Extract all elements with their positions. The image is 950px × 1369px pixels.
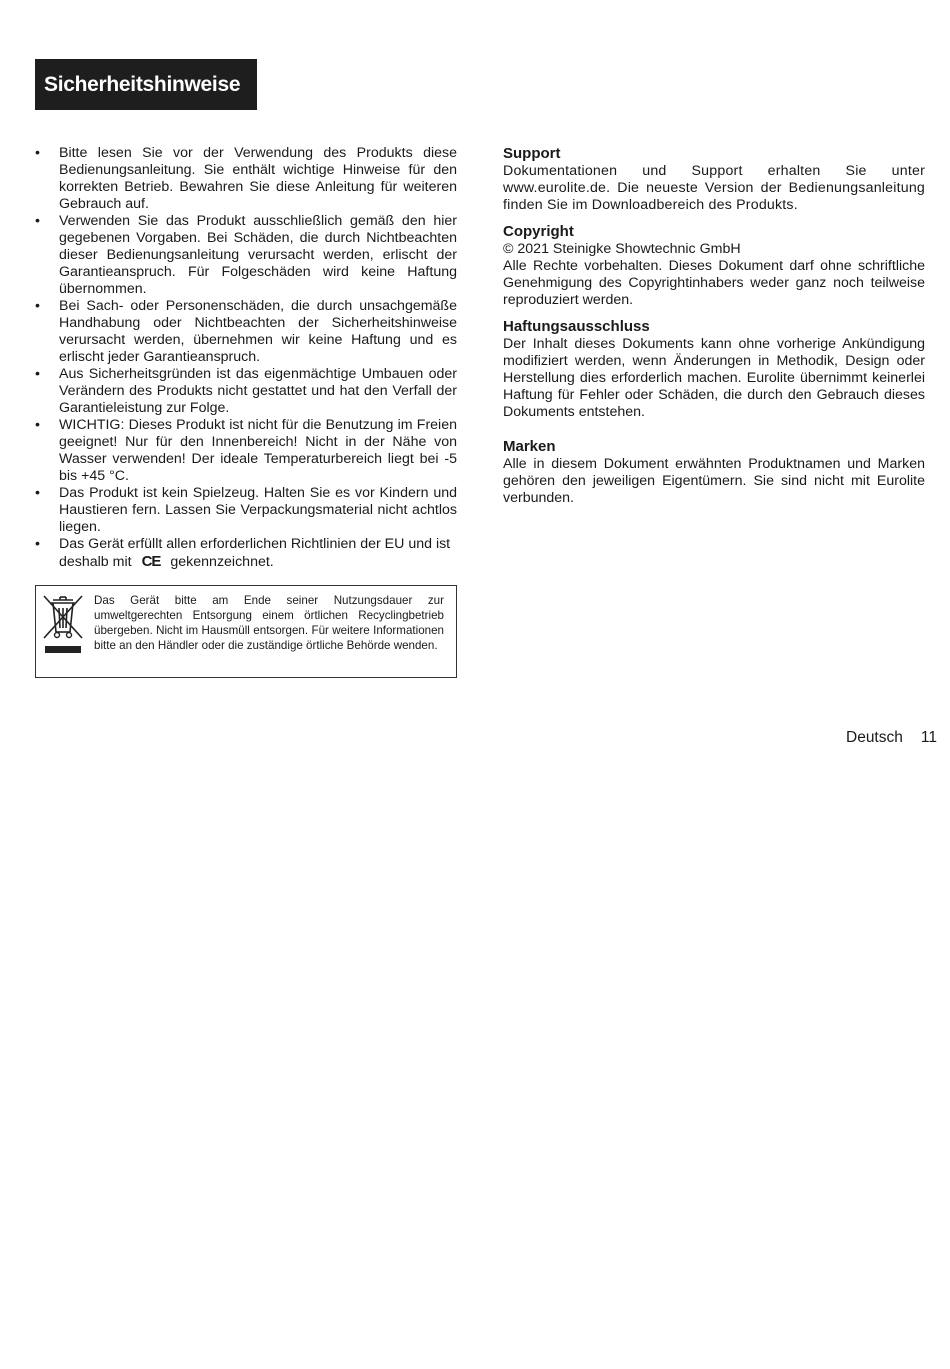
copyright-section [503,223,925,309]
list-item: • Aus Sicherheitsgründen ist das eigenmächtige Umbauen oder Verändern des Produkts nicht gestattet und hat den Verfall der Garantieleistung zur Folge. [35,366,457,416]
bullet-icon: • [35,485,40,501]
copyright-text: Alle Rechte vorbehalten. Dieses Dokument darf ohne schriftliche Genehmigung des Copyrightinhabers weder ganz noch teilweise reproduziert werden. [503,258,925,308]
footer-language: Deutsch [846,729,903,746]
bullet-icon: • [35,145,40,161]
trademarks-text: Alle in diesem Dokument erwähnten Produktnamen und Marken gehören den jeweiligen Eigentümern. Sie sind nicht mit Eurolite verbunden. [503,456,925,506]
disclaimer-section [503,318,925,421]
section-title: Sicherheitshinweise [35,59,257,110]
bullet-icon: • [35,366,40,382]
bullet-icon: • [35,417,40,433]
safety-list [35,145,457,571]
bullet-icon: • [35,298,40,314]
info-column [503,145,925,507]
weee-disposal-box [35,585,457,678]
copyright-line: © 2021 Steinigke Showtechnic GmbH [503,241,741,257]
list-item: • Bei Sach- oder Personenschäden, die durch unsachgemäße Handhabung oder Nichtbeachten der Sicherheitshinweise verursacht werden, übernehmen wir keine Haftung und es erlischt jeder Garantieanspruch. [35,298,457,365]
support-heading: Support [503,145,561,162]
weee-text: Das Gerät bitte am Ende seiner Nutzungsdauer zur umweltgerechten Entsorgung einem örtlichen Recyclingbetrieb übergeben. Nicht im Hausmüll entsorgen. Für weitere Informationen bitte an den Händler oder die zuständige örtliche Behörde wenden. [94,594,444,652]
list-item: • Bitte lesen Sie vor der Verwendung des Produkts diese Bedienungsanleitung. Sie enthält wichtige Hinweise für den korrekten Betrieb. Bewahren Sie diese Anleitung für weiteren Gebrauch auf. [35,145,457,212]
safety-notes [35,145,457,571]
list-item: • Das Produkt ist kein Spielzeug. Halten Sie es vor Kindern und Haustieren fern. Lassen Sie Verpackungsmaterial nicht achtlos liegen. [35,485,457,535]
disclaimer-heading: Haftungsausschluss [503,318,650,335]
copyright-heading: Copyright [503,223,574,240]
support-section [503,145,925,214]
support-text: Dokumentationen und Support erhalten Sie unter www.eurolite.de. Die neueste Version der Bedienungsanleitung finden Sie im Downloadbereich des Produkts. [503,163,925,213]
trademarks-section [503,438,925,507]
list-item: • WICHTIG: Dieses Produkt ist nicht für die Benutzung im Freien geeignet! Nur für den Innenbereich! Nicht in der Nähe von Wasser verwenden! Der ideale Temperaturbereich liegt bei -5 bis +45 °C. [35,417,457,484]
ce-mark-icon: CE [141,553,161,570]
page-footer [846,729,937,747]
list-item-ce: • Das Gerät erfüllt allen erforderlichen Richtlinien der EU und ist deshalb mit CE gekennzeichnet. [35,536,451,570]
bullet-icon: • [35,213,40,229]
crossed-out-bin-icon [42,594,84,656]
page-number: 11 [920,729,937,746]
trademarks-heading: Marken [503,438,556,455]
bullet-icon: • [35,536,40,552]
list-item: • Verwenden Sie das Produkt ausschließlich gemäß den hier gegebenen Vorgaben. Bei Schäden, die durch Nichtbeachten dieser Bedienungsanleitung verursacht werden, erlischt der Garantieanspruch. Für Folgeschäden wird keine Haftung übernommen. [35,213,457,297]
disclaimer-text: Der Inhalt dieses Dokuments kann ohne vorherige Ankündigung modifiziert werden, wenn Änderungen in Methodik, Design oder Herstellung dies erforderlich machen. Eurolite übernimmt keinerlei Haftung für Fehler oder Schäden, die durch den Gebrauch dieses Dokuments entstehen. [503,336,925,420]
